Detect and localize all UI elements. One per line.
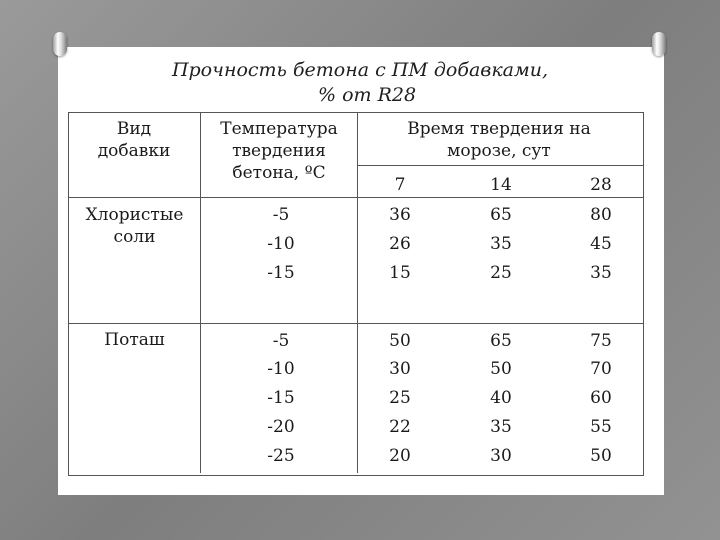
header-day-14: 14 — [490, 175, 512, 195]
day14-value: 35 — [490, 234, 512, 254]
day28-value: 80 — [590, 205, 612, 225]
day28-value: 35 — [590, 263, 612, 283]
day7-value: 20 — [389, 446, 411, 466]
day28-value: 75 — [590, 331, 612, 351]
temp-value: -20 — [267, 417, 295, 437]
temp-value: -5 — [272, 331, 290, 351]
day7-value: 15 — [389, 263, 411, 283]
day7-value: 36 — [389, 205, 411, 225]
day14-value: 40 — [490, 388, 512, 408]
header-temperature: Температура твердения бетона, ºС — [220, 119, 338, 183]
day14-value: 25 — [490, 263, 512, 283]
title-line-2: % от R28 — [318, 84, 417, 106]
temp-value: -25 — [267, 446, 295, 466]
day28-value: 50 — [590, 446, 612, 466]
day14-value: 50 — [490, 359, 512, 379]
day7-value: 26 — [389, 234, 411, 254]
temp-value: -5 — [272, 205, 290, 225]
day14-value: 35 — [490, 417, 512, 437]
title-line-1: Прочность бетона с ПМ добавками, — [171, 59, 549, 81]
day14-value: 65 — [490, 331, 512, 351]
pin-right-icon — [652, 32, 666, 56]
header-day-28: 28 — [590, 175, 612, 195]
day14-value: 65 — [490, 205, 512, 225]
day28-value: 70 — [590, 359, 612, 379]
day28-value: 60 — [590, 388, 612, 408]
strength-table — [68, 112, 644, 476]
header-day-7: 7 — [394, 175, 406, 195]
day7-value: 22 — [389, 417, 411, 437]
additive-name: Хлористые соли — [85, 205, 184, 247]
header-additive-type: Вид добавки — [97, 119, 171, 161]
day7-value: 30 — [389, 359, 411, 379]
day7-value: 50 — [389, 331, 411, 351]
temp-value: -10 — [267, 359, 295, 379]
temp-value: -10 — [267, 234, 295, 254]
day28-value: 55 — [590, 417, 612, 437]
temp-value: -15 — [267, 263, 295, 283]
header-hardening-time: Время твердения на морозе, сут — [407, 119, 591, 161]
additive-name: Поташ — [104, 330, 165, 350]
day14-value: 30 — [490, 446, 512, 466]
temp-value: -15 — [267, 388, 295, 408]
pin-left-icon — [53, 32, 67, 56]
day28-value: 45 — [590, 234, 612, 254]
day7-value: 25 — [389, 388, 411, 408]
